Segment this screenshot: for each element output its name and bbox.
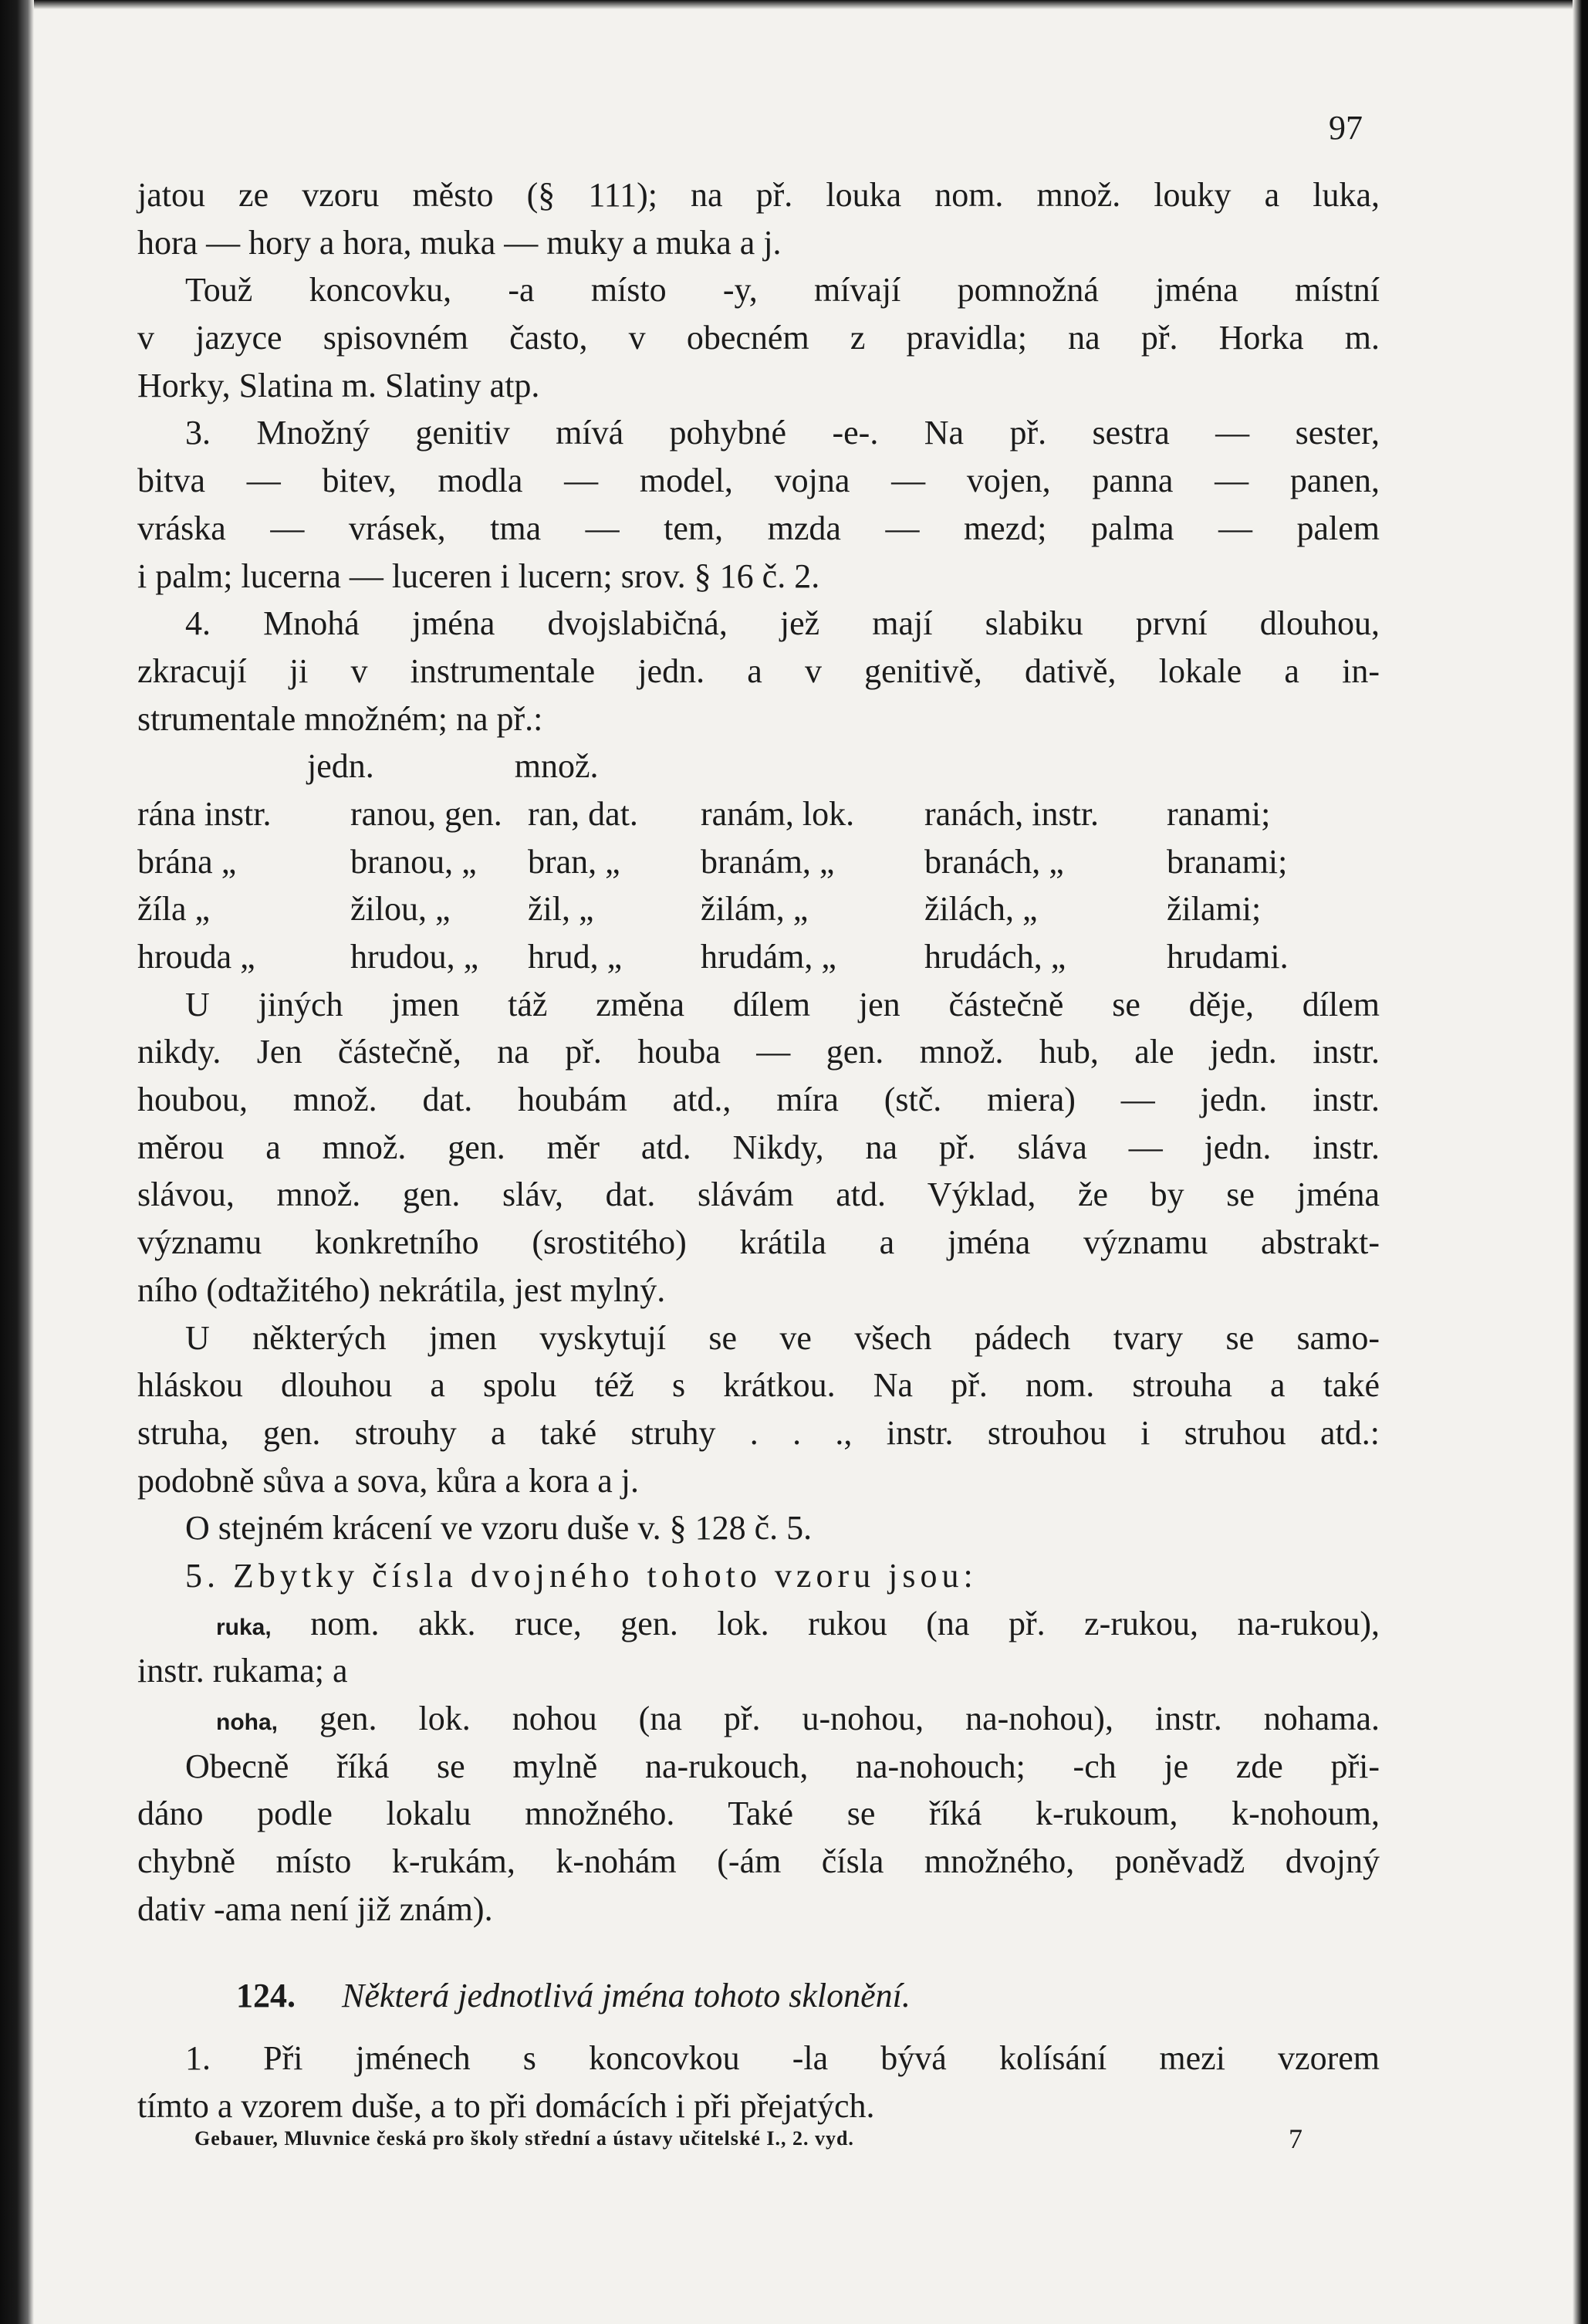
table-cell: žíla „ <box>137 890 211 929</box>
text-line: Touž koncovku, -a místo -y, mívají pomnožná jména místní <box>185 271 1380 310</box>
text-line: ního (odtažitého) nekrátila, jest mylný. <box>137 1270 666 1309</box>
table-cell: hrudou, „ <box>350 938 479 976</box>
signature-mark: 7 <box>1289 2123 1302 2154</box>
scan-left-edge <box>0 0 34 2324</box>
table-cell: žilami; <box>1167 890 1262 929</box>
text-line: U některých jmen vyskytují se ve všech pádech tvary se samo- <box>185 1318 1380 1357</box>
text-line: U jiných jmen táž změna dílem jen částečně se děje, dílem <box>185 985 1380 1023</box>
table-row <box>137 790 1380 838</box>
table-cell: hrudám, „ <box>701 938 836 976</box>
table-cell: ranám, lok. <box>701 794 855 833</box>
scan-top-edge <box>0 0 1588 9</box>
text-line: 4. Mnohá jména dvojslabičná, jež mají slabiku první dlouhou, <box>185 604 1380 643</box>
footer <box>194 2123 1344 2154</box>
text-line: vráska — vrásek, tma — tem, mzda — mezd; palma — palem <box>137 509 1380 547</box>
table-cell: rána instr. <box>137 794 272 833</box>
text-line: instr. rukama; a <box>137 1652 348 1690</box>
footer-text: Gebauer, Mluvnice česká pro školy střední a ústavy učitelské I., 2. vyd. <box>194 2127 854 2150</box>
text-line: hora — hory a hora, muka — muky a muka a j. <box>137 223 782 262</box>
section-number: 124. <box>236 1976 296 2014</box>
table-row <box>137 885 1380 933</box>
table-cell: žilám, „ <box>701 890 809 929</box>
table-cell: bran, „ <box>528 842 620 881</box>
text-line: 5. Zbytky čísla dvojného tohoto vzoru jsou: <box>185 1556 978 1595</box>
text-line: Horky, Slatina m. Slatiny atp. <box>137 366 540 404</box>
table-cell: ran, dat. <box>528 794 638 833</box>
text-line: houbou, množ. dat. houbám atd., míra (stč. miera) — jedn. instr. <box>137 1081 1380 1119</box>
text-line: podobně sůva a sova, kůra a kora a j. <box>137 1461 640 1500</box>
text-line: 1. Při jménech s koncovkou -la bývá kolísání mezi vzorem <box>185 2039 1380 2078</box>
table-cell: branami; <box>1167 842 1288 881</box>
text-line: chybně místo k-rukám, k-nohám (-ám čísla množného, poněvadž dvojný <box>137 1842 1380 1881</box>
table-cell: ranami; <box>1167 794 1271 833</box>
text-line: 3. Množný genitiv mívá pohybné -e-. Na př. sestra — sester, <box>185 414 1380 452</box>
noha-line <box>137 1695 1380 1743</box>
text-line: v jazyce spisovném často, v obecném z pravidla; na př. Horka m. <box>137 319 1380 357</box>
table-cell: žil, „ <box>528 890 594 929</box>
text-line: měrou a množ. gen. měr atd. Nikdy, na př. sláva — jedn. instr. <box>137 1128 1380 1166</box>
noha-word: noha, <box>216 1710 278 1735</box>
section-heading <box>137 1933 1380 2019</box>
text-line: slávou, množ. gen. sláv, dat. slávám atd. Výklad, že by se jména <box>137 1176 1380 1214</box>
table-cell: ranou, gen. <box>350 794 502 833</box>
table-cell: branou, „ <box>350 842 477 881</box>
table-cell: hrouda „ <box>137 938 255 976</box>
table-cell: žilách, „ <box>924 890 1038 929</box>
text-line: struha, gen. strouhy a také struhy . . ., instr. strouhou i struhou atd.: <box>137 1413 1380 1452</box>
noha-rest: gen. lok. nohou (na př. u-nohou, na-nohou), instr. nohama. <box>319 1700 1380 1737</box>
ruka-rest: nom. akk. ruce, gen. lok. rukou (na př. z-rukou, na-rukou), <box>310 1604 1380 1642</box>
table-cell: brána „ <box>137 842 237 881</box>
text-line: významu konkretního (srostitého) krátila a jména významu abstrakt- <box>137 1223 1380 1262</box>
text-line: jatou ze vzoru město (§ 111); na př. louka nom. množ. louky a luka, <box>137 176 1380 214</box>
text-line: O stejném krácení ve vzoru duše v. § 128 č. 5. <box>185 1509 813 1548</box>
text-line: i palm; lucerna — luceren i lucern; srov. § 16 č. 2. <box>137 556 820 595</box>
ruka-word: ruka, <box>216 1614 272 1640</box>
text-line: hláskou dlouhou a spolu též s krátkou. Na př. nom. strouha a také <box>137 1366 1380 1405</box>
scan-right-edge <box>1573 0 1588 2324</box>
table-header-row <box>137 743 1380 790</box>
table-header-sg: jedn. <box>307 747 374 786</box>
table-cell: branám, „ <box>701 842 835 881</box>
text-line: nikdy. Jen částečně, na př. houba — gen. množ. hub, ale jedn. instr. <box>137 1033 1380 1071</box>
text-line: dativ -ama není již znám). <box>137 1889 493 1928</box>
table-cell: hrudách, „ <box>924 938 1066 976</box>
ruka-line <box>137 1600 1380 1648</box>
body-text <box>137 171 1380 2130</box>
table-cell: ranách, instr. <box>924 794 1100 833</box>
text-line: Obecně říká se mylně na-rukouch, na-nohouch; -ch je zde při- <box>185 1747 1380 1785</box>
text-line: tímto a vzorem duše, a to při domácích i při přejatých. <box>137 2087 875 2126</box>
text-line: dáno podle lokalu množného. Také se říká k-rukoum, k-nohoum, <box>137 1795 1380 1833</box>
text-line: zkracují ji v instrumentale jedn. a v genitivě, dativě, lokale a in- <box>137 651 1380 690</box>
table-cell: žilou, „ <box>350 890 451 929</box>
text-line: strumentale množném; na př.: <box>137 699 543 738</box>
table-cell: hrudami. <box>1167 938 1289 976</box>
section-title: Některá jednotlivá jména tohoto sklonění. <box>342 1976 911 2014</box>
text-line: bitva — bitev, modla — model, vojna — vojen, panna — panen, <box>137 462 1380 500</box>
table-row <box>137 838 1380 886</box>
page-number: 97 <box>1329 109 1363 147</box>
table-cell: hrud, „ <box>528 938 623 976</box>
table-cell: branách, „ <box>924 842 1064 881</box>
table-header-pl: množ. <box>514 747 599 786</box>
table-row <box>137 933 1380 981</box>
